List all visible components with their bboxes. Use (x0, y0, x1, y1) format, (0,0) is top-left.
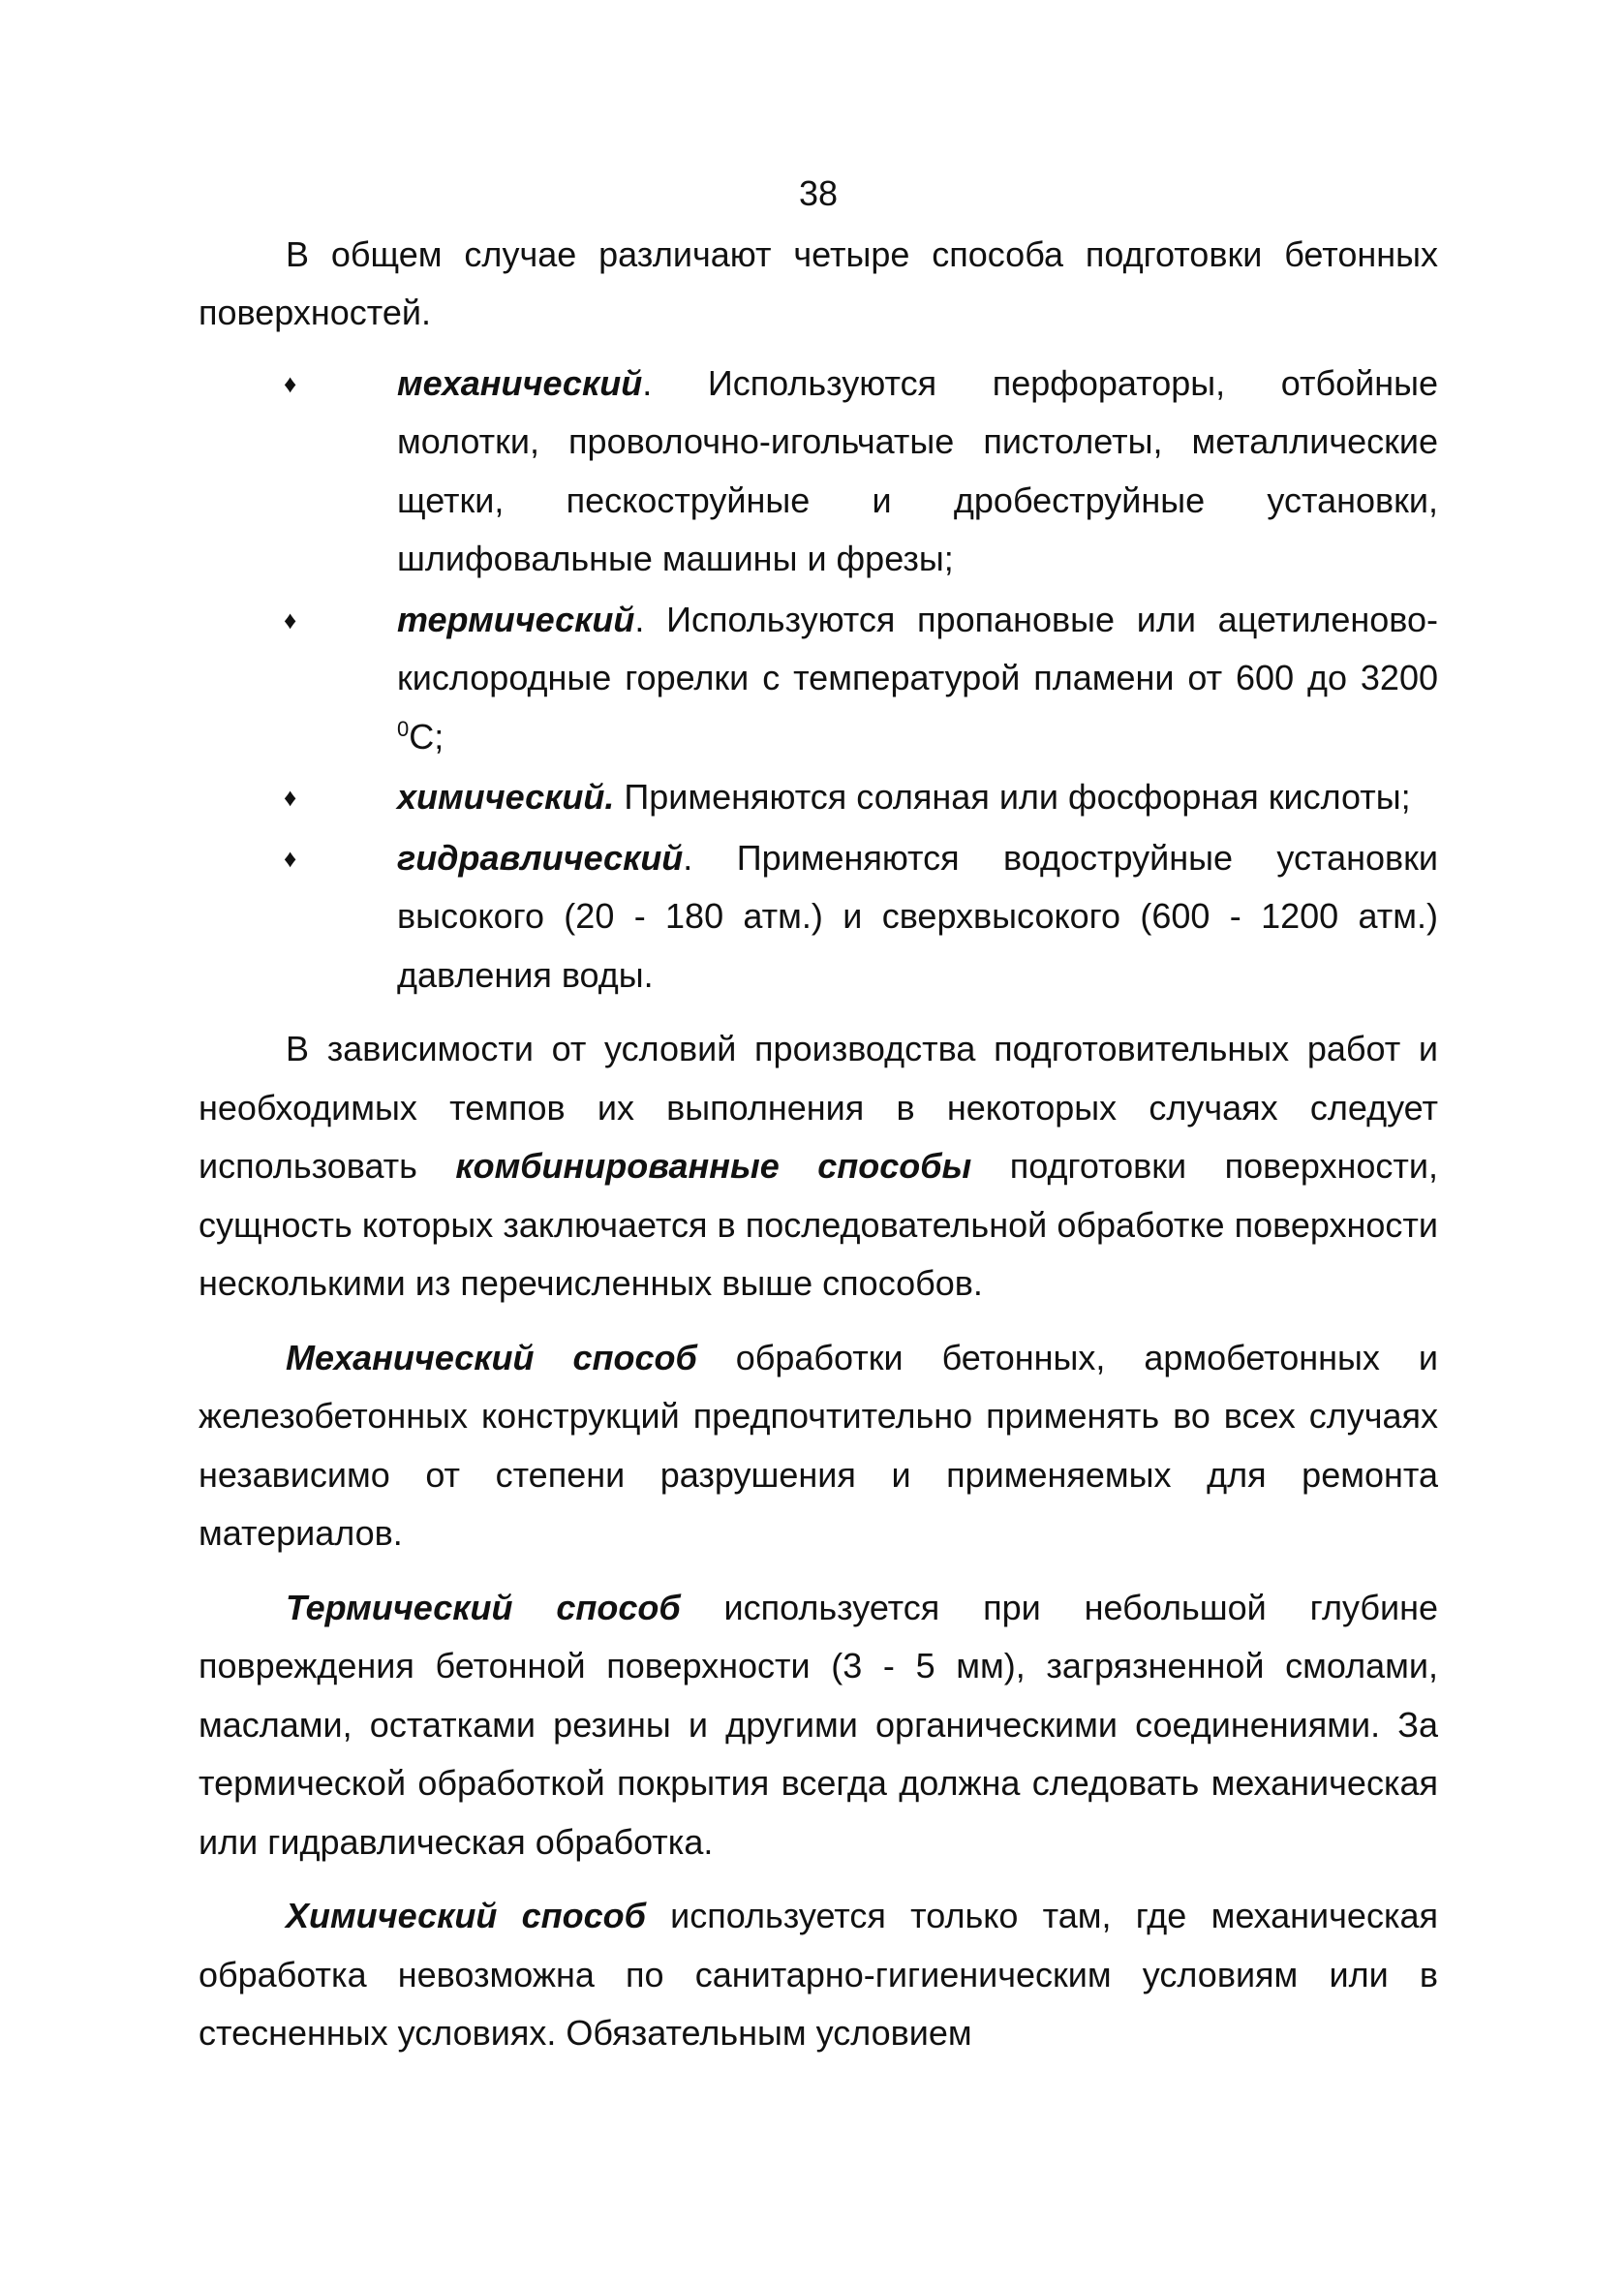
list-item (199, 768, 1438, 827)
diamond-bullet-icon: ♦ (284, 368, 297, 398)
page-number: 38 (798, 173, 839, 213)
diamond-bullet-icon: ♦ (284, 843, 297, 873)
degree-superscript: 0 (397, 716, 410, 741)
body-paragraph (199, 1329, 1438, 1563)
methods-list (199, 355, 1438, 1005)
method-description: . Используются перфораторы, отбойные молотки, проволочно-игольчатые пистолеты, металлические щетки, пескоструйные и дробеструйные установки, шлифовальные машины и фрезы; (397, 362, 1438, 578)
method-term: термический (397, 599, 635, 639)
list-item (199, 591, 1438, 767)
method-description: . Используются пропановые или ацетиленово-кислородные горелки с температурой пламени от 600 до 3200 (397, 599, 1438, 697)
body-paragraph (199, 1020, 1438, 1314)
emphasized-term: Термический способ (286, 1587, 681, 1627)
intro-paragraph: В общем случае различают четыре способа подготовки бетонных поверхностей. (199, 233, 1438, 332)
paragraph-text: используется только там, где механическая обработка невозможна по санитарно-гигиеническим условиям или в стесненных условиях. Обязательным условием (199, 1896, 1438, 2053)
paragraph-text: обработки бетонных, армобетонных и железобетонных конструкций предпочтительно применять во всех случаях независимо от степени разрушения и применяемых для ремонта материалов. (199, 1337, 1438, 1553)
method-description: . Применяются водоструйные установки высокого (20 - 180 атм.) и сверхвысокого (600 - 1200 атм.) давления воды. (397, 837, 1438, 995)
body-paragraph (199, 1579, 1438, 1872)
method-term: механический (397, 362, 643, 403)
method-description-tail: С; (409, 716, 444, 757)
emphasized-term: комбинированные способы (455, 1146, 972, 1186)
list-item (199, 355, 1438, 589)
paragraph-text: используется при небольшой глубине повреждения бетонной поверхности (3 - 5 мм), загрязненной смолами, маслами, остатками резины и другими органическими соединениями. За термической обработкой покрытия всегда должна следовать механическая или гидравлическая обработка. (199, 1587, 1438, 1862)
list-item (199, 829, 1438, 1005)
emphasized-term: Химический способ (286, 1896, 646, 1935)
emphasized-term: Механический способ (286, 1337, 697, 1377)
body-paragraph (199, 1887, 1438, 2063)
diamond-bullet-icon: ♦ (284, 783, 297, 812)
method-description: Применяются соляная или фосфорная кислоты; (614, 777, 1411, 817)
diamond-bullet-icon: ♦ (284, 604, 297, 634)
paragraph-text: подготовки поверхности, сущность которых заключается в последовательной обработке поверхности несколькими из перечисленных выше способов. (199, 1146, 1438, 1303)
method-term: гидравлический (397, 837, 684, 878)
document-page (199, 165, 1438, 2063)
paragraph-text: В зависимости от условий производства подготовительных работ и необходимых темпов их выполнения в некоторых случаях следует использовать (199, 1029, 1438, 1186)
method-term: химический. (397, 777, 615, 817)
